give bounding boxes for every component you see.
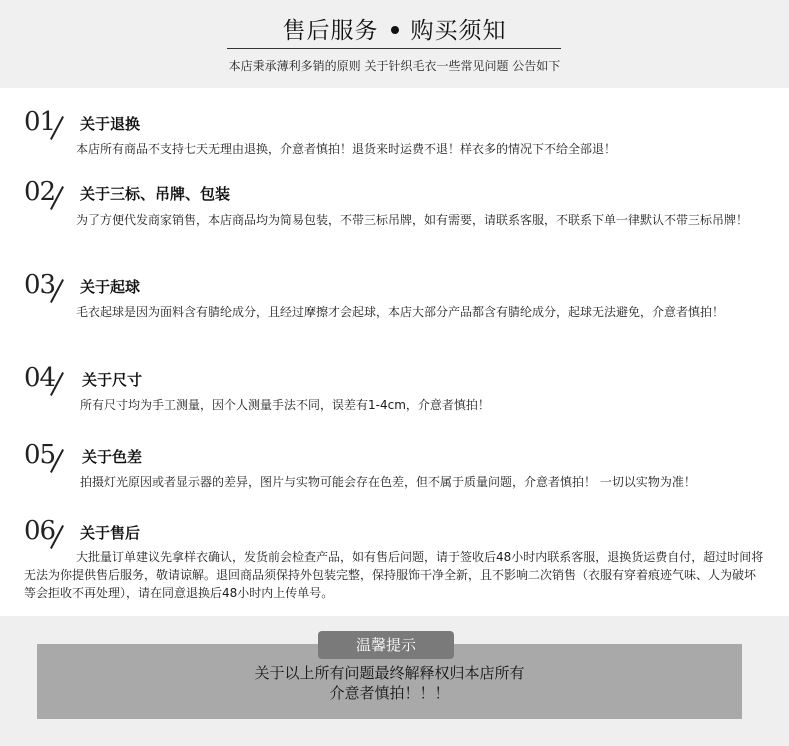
section-body: 毛衣起球是因为面料含有腈纶成分，且经过摩擦才会起球，本店大部分产品都含有腈纶成分，起球无法避免，介意者慎拍！ [76,305,725,319]
section-number: 03 [24,270,56,300]
section-body: 为了方便代发商家销售，本店商品均为简易包装，不带三标吊牌，如有需要，请联系客服，不联系下单一律默认不带三标吊牌！ [76,213,749,227]
section-body: 所有尺寸均为手工测量，因个人测量手法不同，误差有1-4cm，介意者慎拍！ [80,398,490,412]
section-body: 拍摄灯光原因或者显示器的差异，图片与实物可能会存在色差，但不属于质量问题，介意者慎拍！ 一切以实物为准！ [80,475,696,489]
warm-tips-label: 温馨提示 [318,631,454,659]
section-number: 02 [24,177,56,207]
section-title: 关于色差 [82,448,143,466]
section-number: 01 [24,107,56,137]
section-title: 关于尺寸 [82,371,143,389]
page-subtitle: 本店秉承薄利多销的原则 关于针织毛衣一些常见问题 公告如下 [228,59,561,73]
section-body: 本店所有商品不支持七天无理由退换，介意者慎拍！退货来时运费不退！样衣多的情况下不给全部退！ [76,142,617,156]
section-number: 05 [24,440,56,470]
title-purchase-notice: 购买须知 [410,18,507,44]
bullet-dot-icon [391,26,399,34]
title-divider [227,48,561,49]
notice-line-1: 关于以上所有问题最终解释权归本店所有 [254,664,525,682]
section-number: 06 [24,516,56,546]
notice-line-2: 介意者慎拍！！！ [329,684,450,702]
section-title: 关于三标、吊牌、包装 [80,185,231,203]
section-title: 关于退换 [80,115,141,133]
section-title: 关于售后 [80,524,141,542]
section-number: 04 [24,363,56,393]
title-after-sales: 售后服务 [282,18,379,44]
section-title: 关于起球 [80,278,141,296]
notice-text [37,663,742,703]
page-title [0,12,789,45]
section-body: 大批量订单建议先拿样衣确认，发货前会检查产品，如有售后问题，请于签收后48小时内联系客服，退换货运费自付，超过时间将无法为你提供售后服务，敬请谅解。退回商品须保持外包装完整，保持服饰干净全新，且不影响二次销售（衣服有穿着痕迹气味、人为破坏等会拒收不再处理），请在同意退换后48小时内上传单号。 [24,550,764,600]
